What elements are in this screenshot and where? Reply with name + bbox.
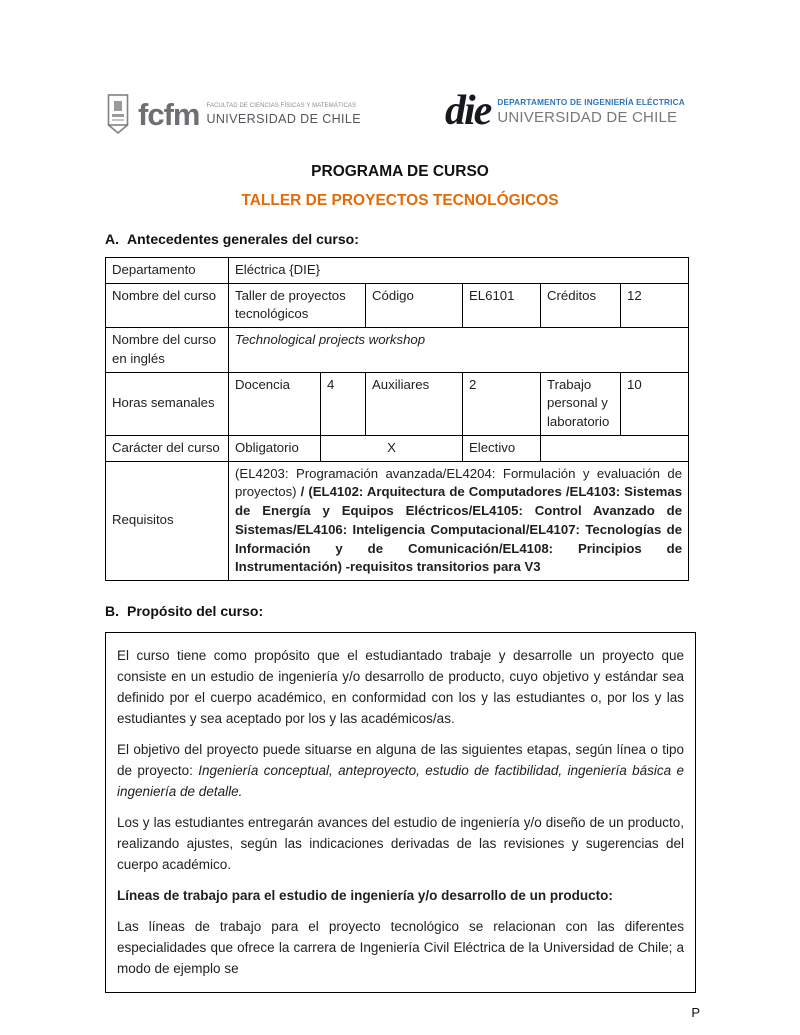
nombre-ingles-value-cell: Technological projects workshop	[229, 328, 689, 372]
fcfm-university-name: UNIVERSIDAD DE CHILE	[206, 111, 362, 126]
section-a-title: Antecedentes generales del curso:	[127, 231, 359, 247]
table-row-requisitos	[106, 461, 689, 580]
auxiliares-label-cell: Auxiliares	[366, 372, 463, 435]
section-a-heading	[105, 231, 695, 247]
table-row-horas	[106, 372, 689, 435]
fcfm-wordmark: fcfm	[138, 96, 200, 132]
codigo-label-cell: Código	[366, 283, 463, 327]
purpose-paragraph-4-heading: Líneas de trabajo para el estudio de ingeniería y/o desarrollo de un producto:	[117, 888, 613, 904]
purpose-paragraph-2-normal: El objetivo del proyecto puede situarse en alguna de las siguientes etapas, según línea o tipo de proyecto:	[117, 742, 684, 779]
departamento-value-cell: Eléctrica {DIE}	[229, 258, 689, 284]
header-logos	[105, 88, 695, 139]
table-row-departamento	[106, 258, 689, 284]
section-b-title: Propósito del curso:	[127, 603, 264, 620]
creditos-label-cell: Créditos	[541, 283, 621, 327]
table-row-nombre	[106, 283, 689, 327]
purpose-paragraph-2-italic: Ingeniería conceptual, anteproyecto, estudio de factibilidad, ingeniería básica e ingeniería de detalle.	[117, 763, 684, 800]
departamento-label-cell: Departamento	[106, 258, 229, 284]
purpose-paragraph-2	[117, 739, 684, 802]
trabajo-value-cell: 10	[621, 372, 689, 435]
horas-label-cell: Horas semanales	[106, 372, 229, 435]
purpose-paragraph-5: Las líneas de trabajo para el proyecto tecnológico se relacionan con las diferentes especialidades que ofrece la carrera de Ingeniería Civil Eléctrica de la Universidad de Chile; a modo de ejemplo se	[117, 919, 684, 977]
section-b-letter: B.	[105, 603, 119, 620]
course-purpose-box	[105, 632, 696, 993]
codigo-value-cell: EL6101	[463, 283, 541, 327]
requisitos-text-normal: (EL4203: Programación avanzada/EL4204: Formulación y evaluación de proyectos)	[235, 465, 683, 500]
fcfm-crest-icon	[105, 93, 131, 135]
fcfm-logo	[105, 93, 361, 135]
auxiliares-value-cell: 2	[463, 372, 541, 435]
fcfm-faculty-name: FACULTAD DE CIENCIAS FÍSICAS Y MATEMÁTICAS	[206, 102, 357, 109]
nombre-label-cell: Nombre del curso	[106, 283, 229, 327]
course-title: TALLER DE PROYECTOS TECNOLÓGICOS	[241, 192, 559, 209]
purpose-paragraph-3: Los y las estudiantes entregarán avances del estudio de ingeniería y/o diseño de un producto, realizando ajustes, según las indicaciones derivadas de las revisiones y sugerencias del cuerpo académico.	[117, 815, 684, 873]
trabajo-label-cell: Trabajo personal y laboratorio	[541, 372, 621, 435]
table-row-caracter	[106, 435, 689, 461]
requisitos-text-bold: / (EL4102: Arquitectura de Computadores /EL4103: Sistemas de Energía y Equipos Eléctricos/EL4105: Control Avanzado de Sistemas/EL4106: Inteligencia Computacional/EL4107: Tecnologías de Información y de Comunicación/EL4108: Principios de Instrumentación) -requisitos transitorios para V3	[235, 484, 683, 575]
page-footer-mark: P	[691, 1005, 700, 1020]
docencia-label-cell: Docencia	[229, 372, 321, 435]
die-logo-text	[497, 98, 684, 126]
fcfm-logo-text	[206, 103, 361, 126]
electivo-value-cell	[541, 435, 689, 461]
document-title: PROGRAMA DE CURSO	[311, 163, 489, 180]
electivo-label-cell: Electivo	[463, 435, 541, 461]
die-logo	[445, 88, 685, 134]
die-department-name: DEPARTAMENTO DE INGENIERÍA ELÉCTRICA	[497, 97, 685, 107]
nombre-ingles-label-cell: Nombre del curso en inglés	[106, 328, 229, 372]
nombre-value-cell: Taller de proyectos tecnológicos	[229, 283, 366, 327]
creditos-value-cell: 12	[621, 283, 689, 327]
table-row-nombre-ingles	[106, 328, 689, 372]
section-b-heading	[105, 603, 695, 619]
obligatorio-label-cell: Obligatorio	[229, 435, 321, 461]
caracter-label-cell: Carácter del curso	[106, 435, 229, 461]
section-a-letter: A.	[105, 231, 119, 247]
die-university-name: UNIVERSIDAD DE CHILE	[497, 108, 678, 126]
die-wordmark: die	[445, 88, 491, 134]
obligatorio-value-cell: X	[321, 435, 463, 461]
purpose-paragraph-1: El curso tiene como propósito que el estudiantado trabaje y desarrolle un proyecto que consiste en un estudio de ingeniería y/o desarrollo de producto, cuyo objetivo y estándar sea definido por el cuerpo académico, en conformidad con los y las estudiantes o, por los y las estudiantes y sea aceptado por los y las académicos/as.	[117, 648, 684, 727]
requisitos-label-cell: Requisitos	[106, 461, 229, 580]
requisitos-value-cell	[229, 461, 689, 580]
docencia-value-cell: 4	[321, 372, 366, 435]
course-info-table	[105, 257, 689, 581]
